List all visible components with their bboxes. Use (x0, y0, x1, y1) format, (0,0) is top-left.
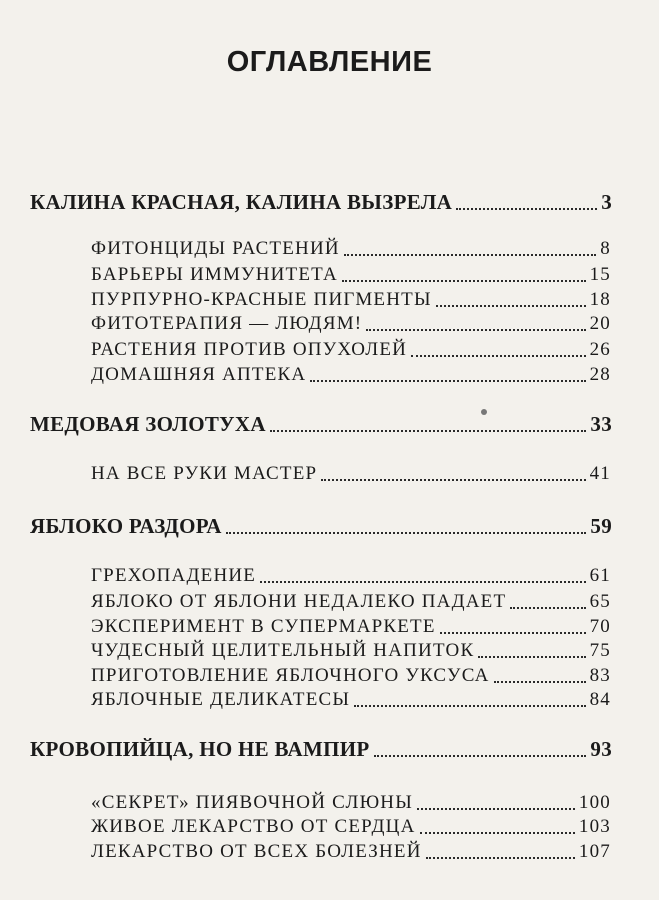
dot-leader (344, 254, 596, 256)
page-number: 20 (589, 313, 611, 334)
page-number: 84 (589, 689, 611, 710)
page-title: ОГЛАВЛЕНИЕ (226, 46, 433, 78)
page-number: 107 (578, 841, 611, 862)
dot-leader (456, 208, 597, 210)
toc-entry[interactable] (91, 816, 611, 838)
entry-title: ПУРПУРНО-КРАСНЫЕ ПИГМЕНТЫ (91, 289, 432, 310)
toc-entry[interactable] (91, 841, 611, 863)
page-number: 8 (600, 238, 611, 259)
dot-leader (270, 430, 587, 432)
toc-entry[interactable] (91, 591, 611, 613)
toc-entry[interactable] (91, 665, 611, 687)
page-number: 83 (589, 665, 611, 686)
entry-title: ДОМАШНЯЯ АПТЕКА (91, 364, 307, 385)
toc-entry[interactable] (91, 689, 611, 711)
entry-title: НА ВСЕ РУКИ МАСТЕР (91, 463, 318, 484)
toc-entry[interactable] (91, 463, 611, 485)
page-number: 100 (578, 792, 611, 813)
page-number: 70 (589, 616, 611, 637)
toc-entry[interactable] (91, 264, 611, 286)
page-number: 18 (589, 289, 611, 310)
dot-leader (354, 705, 585, 707)
chapter-title: КАЛИНА КРАСНАЯ, КАЛИНА ВЫЗРЕЛА (30, 190, 453, 214)
toc-chapter[interactable] (30, 514, 612, 539)
ink-speck (481, 409, 487, 415)
entry-title: ПРИГОТОВЛЕНИЕ ЯБЛОЧНОГО УКСУСА (91, 665, 490, 686)
toc-chapter[interactable] (30, 412, 612, 437)
dot-leader (342, 280, 586, 282)
dot-leader (260, 581, 586, 583)
entry-title: ЧУДЕСНЫЙ ЦЕЛИТЕЛЬНЫЙ НАПИТОК (91, 640, 475, 661)
toc-entry[interactable] (91, 238, 611, 260)
toc-entry[interactable] (91, 640, 611, 662)
entry-title: БАРЬЕРЫ ИММУНИТЕТА (91, 264, 338, 285)
dot-leader (374, 755, 587, 757)
page-number: 93 (590, 737, 612, 761)
dot-leader (417, 808, 575, 810)
entry-title: ЯБЛОЧНЫЕ ДЕЛИКАТЕСЫ (91, 689, 351, 710)
page-number: 15 (589, 264, 611, 285)
toc-entry[interactable] (91, 364, 611, 386)
dot-leader (510, 607, 585, 609)
page-number: 26 (589, 339, 611, 360)
toc-entry[interactable] (91, 616, 611, 638)
entry-title: «СЕКРЕТ» ПИЯВОЧНОЙ СЛЮНЫ (91, 792, 413, 813)
page-number: 28 (589, 364, 611, 385)
toc-chapter[interactable] (30, 190, 612, 215)
dot-leader (494, 681, 586, 683)
dot-leader (310, 380, 585, 382)
chapter-title: МЕДОВАЯ ЗОЛОТУХА (30, 412, 266, 436)
page-number: 103 (578, 816, 611, 837)
page-number: 3 (601, 190, 612, 214)
toc-entry[interactable] (91, 339, 611, 361)
toc-entry[interactable] (91, 565, 611, 587)
toc-entry[interactable] (91, 289, 611, 311)
entry-title: ЛЕКАРСТВО ОТ ВСЕХ БОЛЕЗНЕЙ (91, 841, 422, 862)
dot-leader (226, 532, 587, 534)
dot-leader (426, 857, 575, 859)
toc-entry[interactable] (91, 313, 611, 335)
dot-leader (436, 305, 586, 307)
entry-title: ГРЕХОПАДЕНИЕ (91, 565, 257, 586)
dot-leader (411, 355, 586, 357)
toc-chapter[interactable] (30, 737, 612, 762)
chapter-title: ЯБЛОКО РАЗДОРА (30, 514, 222, 538)
toc-entry[interactable] (91, 792, 611, 814)
page-number: 65 (589, 591, 611, 612)
entry-title: ЭКСПЕРИМЕНТ В СУПЕРМАРКЕТЕ (91, 616, 436, 637)
entry-title: ФИТОНЦИДЫ РАСТЕНИЙ (91, 238, 340, 259)
page-number: 75 (589, 640, 611, 661)
dot-leader (366, 329, 585, 331)
dot-leader (440, 632, 586, 634)
dot-leader (321, 479, 585, 481)
dot-leader (420, 832, 575, 834)
page-number: 41 (589, 463, 611, 484)
page-number: 61 (589, 565, 611, 586)
chapter-title: КРОВОПИЙЦА, НО НЕ ВАМПИР (30, 737, 370, 761)
entry-title: ФИТОТЕРАПИЯ — ЛЮДЯМ! (91, 313, 363, 334)
entry-title: ЖИВОЕ ЛЕКАРСТВО ОТ СЕРДЦА (91, 816, 416, 837)
entry-title: ЯБЛОКО ОТ ЯБЛОНИ НЕДАЛЕКО ПАДАЕТ (91, 591, 507, 612)
dot-leader (478, 656, 585, 658)
page-number: 59 (590, 514, 612, 538)
entry-title: РАСТЕНИЯ ПРОТИВ ОПУХОЛЕЙ (91, 339, 408, 360)
page-number: 33 (590, 412, 612, 436)
